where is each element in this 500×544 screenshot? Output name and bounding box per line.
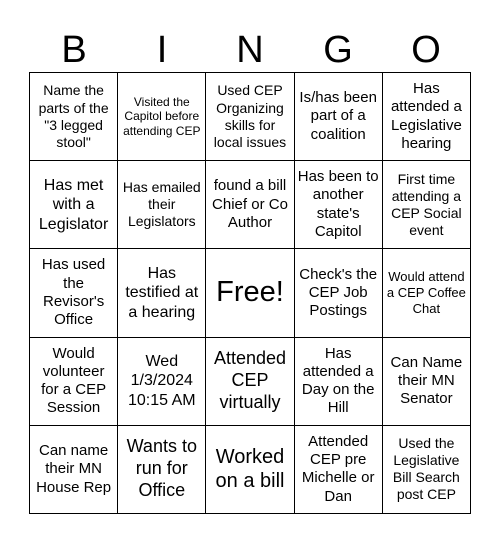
cell-text: Visited the Capitol before attending CEP bbox=[123, 94, 201, 138]
cell-text: Has attended a Legislative hearing bbox=[390, 80, 462, 152]
bingo-cell[interactable] bbox=[295, 73, 383, 161]
bingo-cell[interactable] bbox=[295, 338, 383, 426]
cell-text: Check's the CEP Job Postings bbox=[299, 265, 378, 320]
bingo-cell[interactable] bbox=[206, 73, 294, 161]
cell-text: Has emailed their Legislators bbox=[122, 179, 201, 230]
cell-text: Has used the Revisor's Office bbox=[41, 256, 106, 329]
bingo-cell[interactable] bbox=[295, 249, 383, 337]
bingo-cell[interactable] bbox=[30, 426, 118, 514]
bingo-cell[interactable] bbox=[30, 249, 118, 337]
cell-text: Has met with a Legislator bbox=[38, 176, 109, 233]
bingo-cell[interactable] bbox=[206, 426, 294, 514]
cell-text: Attended CEP virtually bbox=[213, 348, 287, 413]
header-letter-o: O bbox=[411, 29, 441, 71]
cell-text: Can name their MN House Rep bbox=[36, 441, 112, 496]
bingo-cell[interactable] bbox=[295, 426, 383, 514]
cell-text: Can Name their MN Senator bbox=[390, 353, 463, 408]
cell-text: Used CEP Organizing skills for local issues bbox=[213, 82, 287, 150]
cell-text: Would volunteer for a CEP Session bbox=[41, 344, 107, 417]
cell-text: Attended CEP pre Michelle or Dan bbox=[301, 432, 375, 505]
cell-text: Worked on a bill bbox=[215, 446, 285, 493]
bingo-cell[interactable] bbox=[30, 338, 118, 426]
header-letter-i: I bbox=[156, 29, 168, 71]
cell-text: Wed 1/3/2024 10:15 AM bbox=[127, 352, 196, 409]
bingo-cell[interactable] bbox=[383, 338, 471, 426]
bingo-cell[interactable] bbox=[118, 338, 206, 426]
cell-text: Wants to run for Office bbox=[126, 436, 197, 501]
bingo-grid bbox=[29, 72, 471, 514]
bingo-cell[interactable] bbox=[383, 73, 471, 161]
cell-text: Would attend a CEP Coffee Chat bbox=[386, 269, 466, 316]
cell-text: First time attending a CEP Social event bbox=[391, 170, 462, 238]
bingo-cell[interactable] bbox=[295, 161, 383, 249]
bingo-cell[interactable] bbox=[383, 249, 471, 337]
bingo-cell[interactable] bbox=[383, 426, 471, 514]
cell-text: Used the Legislative Bill Search post CEP bbox=[392, 435, 460, 503]
bingo-cell[interactable] bbox=[118, 426, 206, 514]
bingo-cell[interactable] bbox=[30, 161, 118, 249]
cell-text: Has attended a Day on the Hill bbox=[301, 344, 375, 417]
bingo-cell[interactable] bbox=[383, 161, 471, 249]
header-letter-b: B bbox=[61, 29, 87, 71]
cell-text: Has been to another state's Capitol bbox=[297, 168, 379, 241]
bingo-cell[interactable] bbox=[30, 73, 118, 161]
cell-text: Name the parts of the "3 legged stool" bbox=[38, 82, 109, 150]
cell-text: Is/has been part of a coalition bbox=[299, 89, 377, 143]
cell-text: found a bill Chief or Co Author bbox=[212, 177, 288, 231]
header-letter-n: N bbox=[236, 29, 264, 71]
bingo-cell[interactable] bbox=[118, 73, 206, 161]
bingo-header bbox=[30, 28, 470, 72]
free-space-text: Free! bbox=[216, 276, 284, 309]
header-letter-g: G bbox=[323, 29, 353, 71]
cell-text: Has testified at a hearing bbox=[125, 264, 199, 321]
bingo-cell[interactable] bbox=[206, 161, 294, 249]
bingo-cell-free[interactable] bbox=[206, 249, 294, 337]
bingo-cell[interactable] bbox=[206, 338, 294, 426]
bingo-cell[interactable] bbox=[118, 249, 206, 337]
bingo-cell[interactable] bbox=[118, 161, 206, 249]
